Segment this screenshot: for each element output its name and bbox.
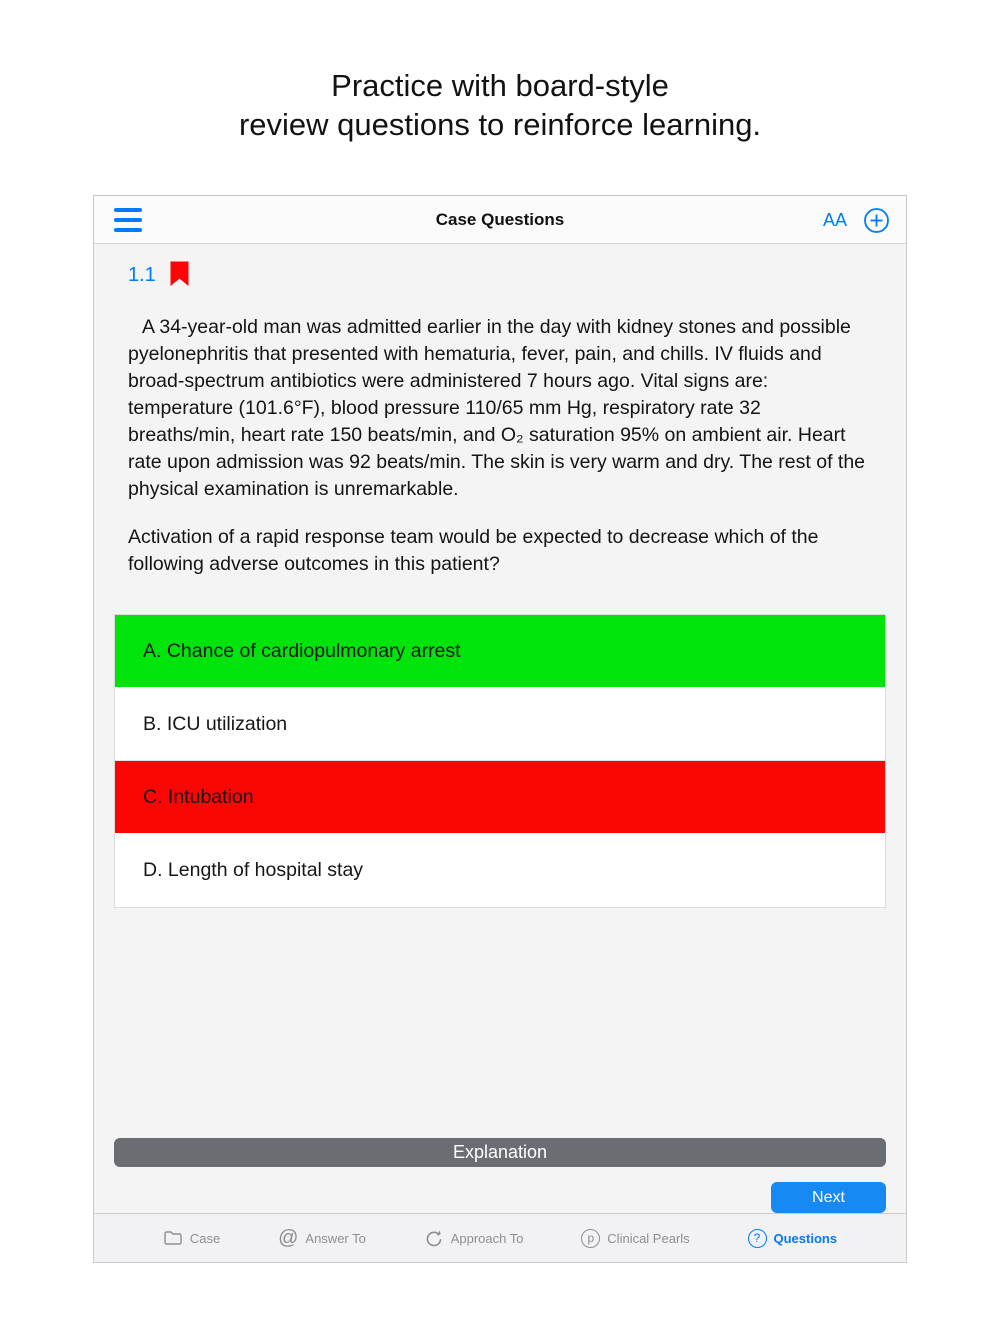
answer-options-list (114, 614, 886, 908)
toolbar-item-approach-to[interactable] (424, 1228, 524, 1248)
answer-option-c[interactable] (115, 761, 885, 834)
circled-p-icon: p (581, 1229, 600, 1248)
at-icon: @ (278, 1227, 299, 1249)
navigation-bar (94, 196, 906, 244)
toolbar-item-answer-to[interactable] (278, 1228, 366, 1248)
toolbar-item-case[interactable] (163, 1228, 220, 1248)
marketing-heading-line2: review questions to reinforce learning. (238, 107, 762, 142)
app-screenshot-frame (93, 195, 907, 1263)
question-header-row (128, 260, 872, 288)
plus-circle-icon[interactable] (863, 207, 890, 234)
marketing-heading-line1: Practice with board-style (331, 68, 669, 103)
toolbar-item-questions[interactable] (748, 1229, 838, 1248)
nav-title: Case Questions (435, 210, 565, 229)
bookmark-icon[interactable] (169, 260, 190, 288)
folder-icon (163, 1228, 183, 1248)
toolbar-item-label: Clinical Pearls (607, 1230, 690, 1246)
text-size-button[interactable]: AA (822, 209, 847, 230)
question-prompt: Activation of a rapid response team would be expected to decrease which of the following adverse outcomes in this patient? (128, 526, 819, 575)
approach-arrow-icon (424, 1228, 444, 1248)
explanation-button[interactable]: Explanation (114, 1138, 886, 1167)
answer-option-label: D. Length of hospital stay (143, 859, 364, 881)
question-number: 1.1 (128, 264, 156, 286)
circled-question-icon: ? (748, 1229, 767, 1248)
nav-right-actions (823, 196, 890, 244)
answer-option-label: C. Intubation (143, 785, 254, 808)
bottom-toolbar (94, 1213, 906, 1262)
toolbar-item-label: Answer To (305, 1230, 366, 1246)
answer-option-label: B. ICU utilization (143, 712, 288, 735)
answer-option-label: A. Chance of cardiopulmonary arrest (143, 639, 461, 662)
toolbar-item-label: Questions (773, 1230, 838, 1246)
answer-option-b[interactable] (115, 688, 885, 761)
toolbar-item-label: Case (189, 1230, 221, 1246)
question-stem: A 34-year-old man was admitted earlier in the day with kidney stones and possible pyelonephritis that presented with hematuria, fever, pain, and chills. IV fluids and broad-spectrum antibiotics were administered 7 hours ago. Vital signs are: temperature (101.6°F), blood pressure 110/65 mm Hg, respiratory rate 32 breaths/min, heart rate 150 beats/min, and O₂ saturation 95% on ambient air. Heart rate upon admission was 92 beats/min. The skin is very warm and dry. The rest of the physical examination is unremarkable. (128, 316, 866, 500)
marketing-heading (0, 66, 1000, 144)
next-button[interactable]: Next (771, 1182, 886, 1213)
question-content (94, 244, 906, 1213)
answer-option-a[interactable] (115, 615, 885, 688)
toolbar-item-clinical-pearls[interactable] (581, 1229, 689, 1248)
toolbar-item-label: Approach To (450, 1230, 524, 1246)
answer-option-d[interactable] (115, 834, 885, 907)
